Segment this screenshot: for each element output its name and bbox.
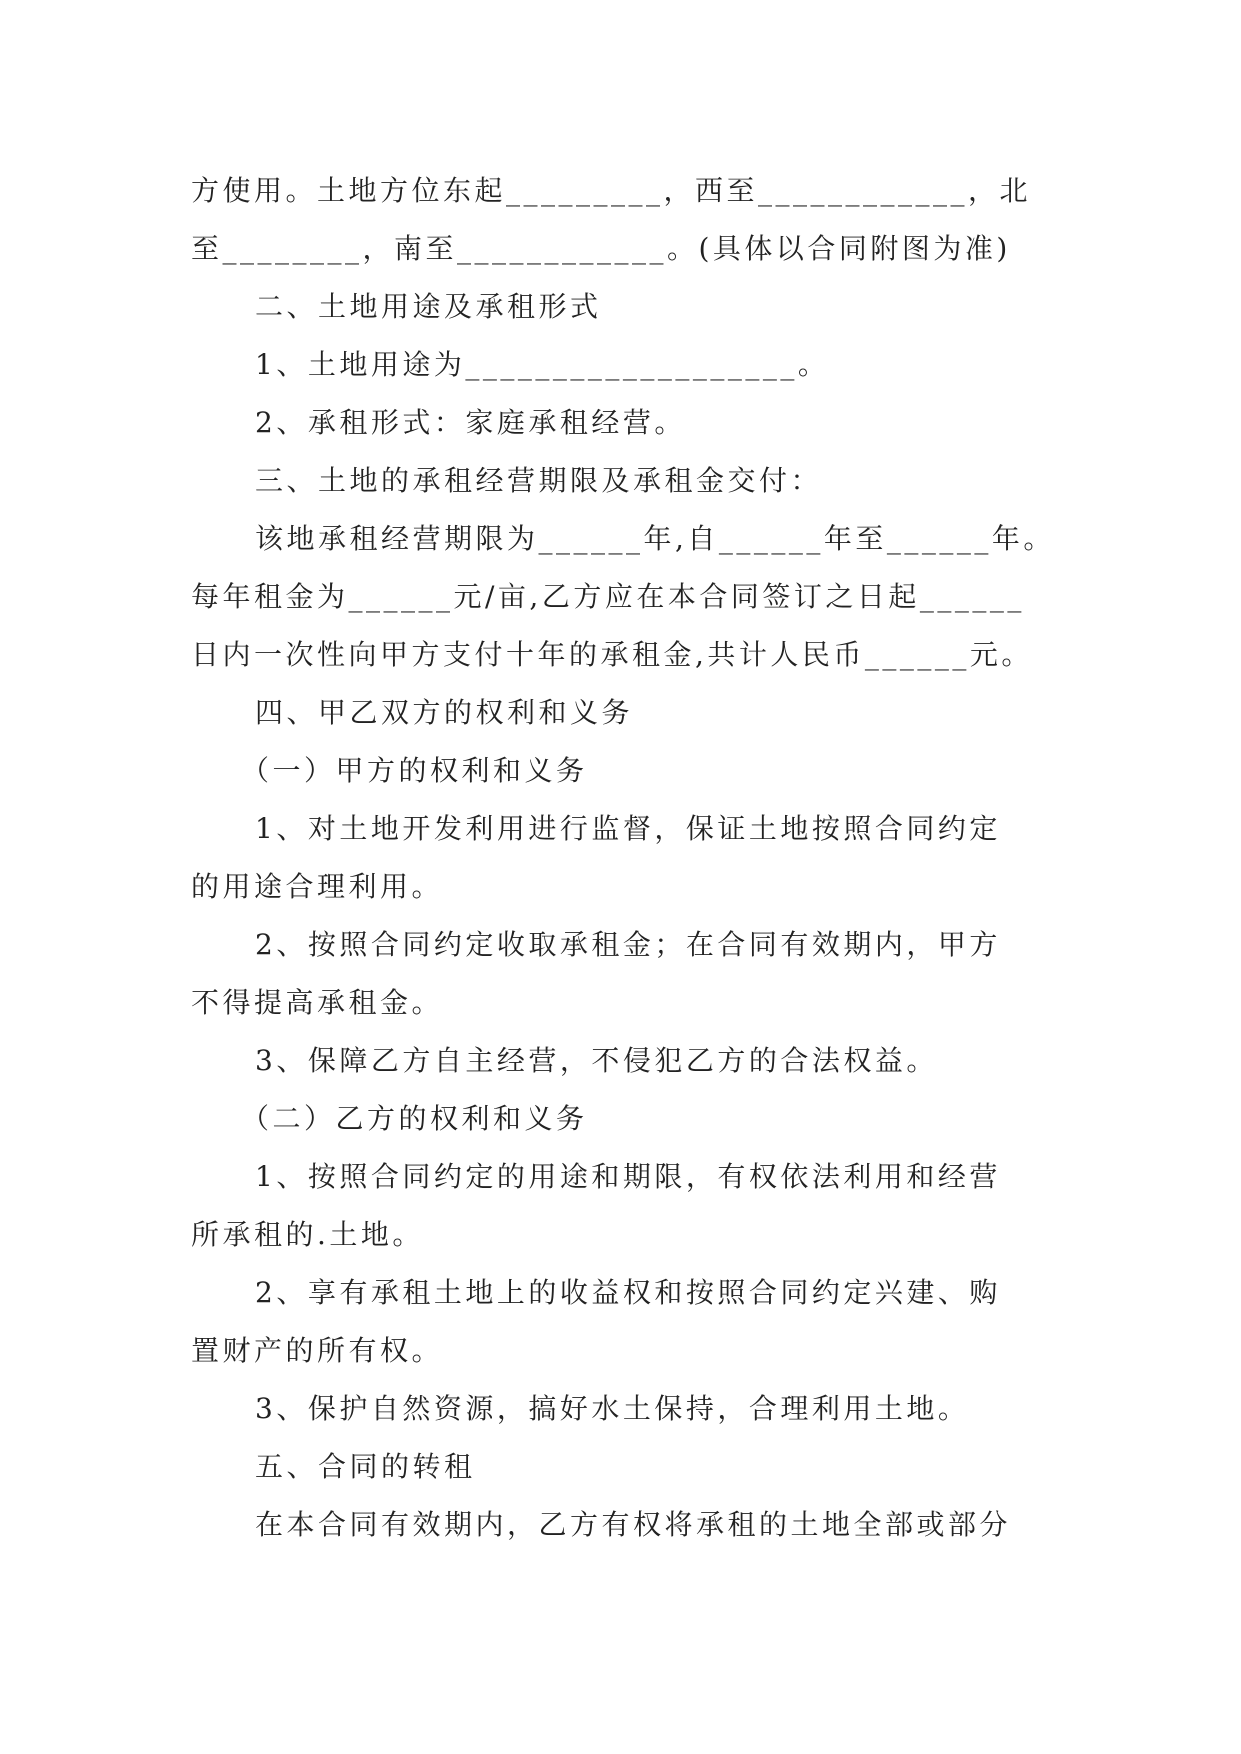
- section-heading: 三、土地的承租经营期限及承租金交付：: [255, 464, 823, 497]
- text-line: 该地承租经营期限为______年,自______年至______年。: [255, 522, 1055, 555]
- text-line: 3、保障乙方自主经营，不侵犯乙方的合法权益。: [255, 1044, 938, 1077]
- section-heading: 二、土地用途及承租形式: [255, 290, 602, 323]
- text-line: 置财产的所有权。: [191, 1334, 444, 1367]
- text-line: 的用途合理利用。: [191, 870, 444, 903]
- text-line: 1、按照合同约定的用途和期限，有权依法利用和经营: [255, 1160, 1001, 1193]
- text-line: 2、享有承租土地上的收益权和按照合同约定兴建、购: [255, 1276, 1001, 1309]
- contract-body: [191, 162, 1055, 1554]
- text-line: 每年租金为______元/亩,乙方应在本合同签订之日起______: [191, 580, 1025, 613]
- text-line: 在本合同有效期内，乙方有权将承租的土地全部或部分: [255, 1508, 1012, 1541]
- text-line: 1、土地用途为___________________。: [255, 348, 830, 381]
- section-heading: 五、合同的转租: [255, 1450, 476, 1483]
- text-line: 所承租的.土地。: [191, 1218, 424, 1251]
- text-line: 2、承租形式：家庭承租经营。: [255, 406, 686, 439]
- text-line: 3、保护自然资源，搞好水土保持，合理利用土地。: [255, 1392, 970, 1425]
- text-line: 方使用。土地方位东起_________，西至____________，北: [191, 174, 1032, 207]
- text-line: 2、按照合同约定收取承租金；在合同有效期内，甲方: [255, 928, 1001, 961]
- text-line: 1、对土地开发利用进行监督，保证土地按照合同约定: [255, 812, 1001, 845]
- section-heading: 四、甲乙双方的权利和义务: [255, 696, 634, 729]
- text-line: 日内一次性向甲方支付十年的承租金,共计人民币______元。: [191, 638, 1033, 671]
- text-line: 至________，南至____________。(具体以合同附图为准): [191, 232, 1011, 265]
- subsection-heading: （一）甲方的权利和义务: [241, 754, 588, 787]
- text-line: 不得提高承租金。: [191, 986, 444, 1019]
- subsection-heading: （二）乙方的权利和义务: [241, 1102, 588, 1135]
